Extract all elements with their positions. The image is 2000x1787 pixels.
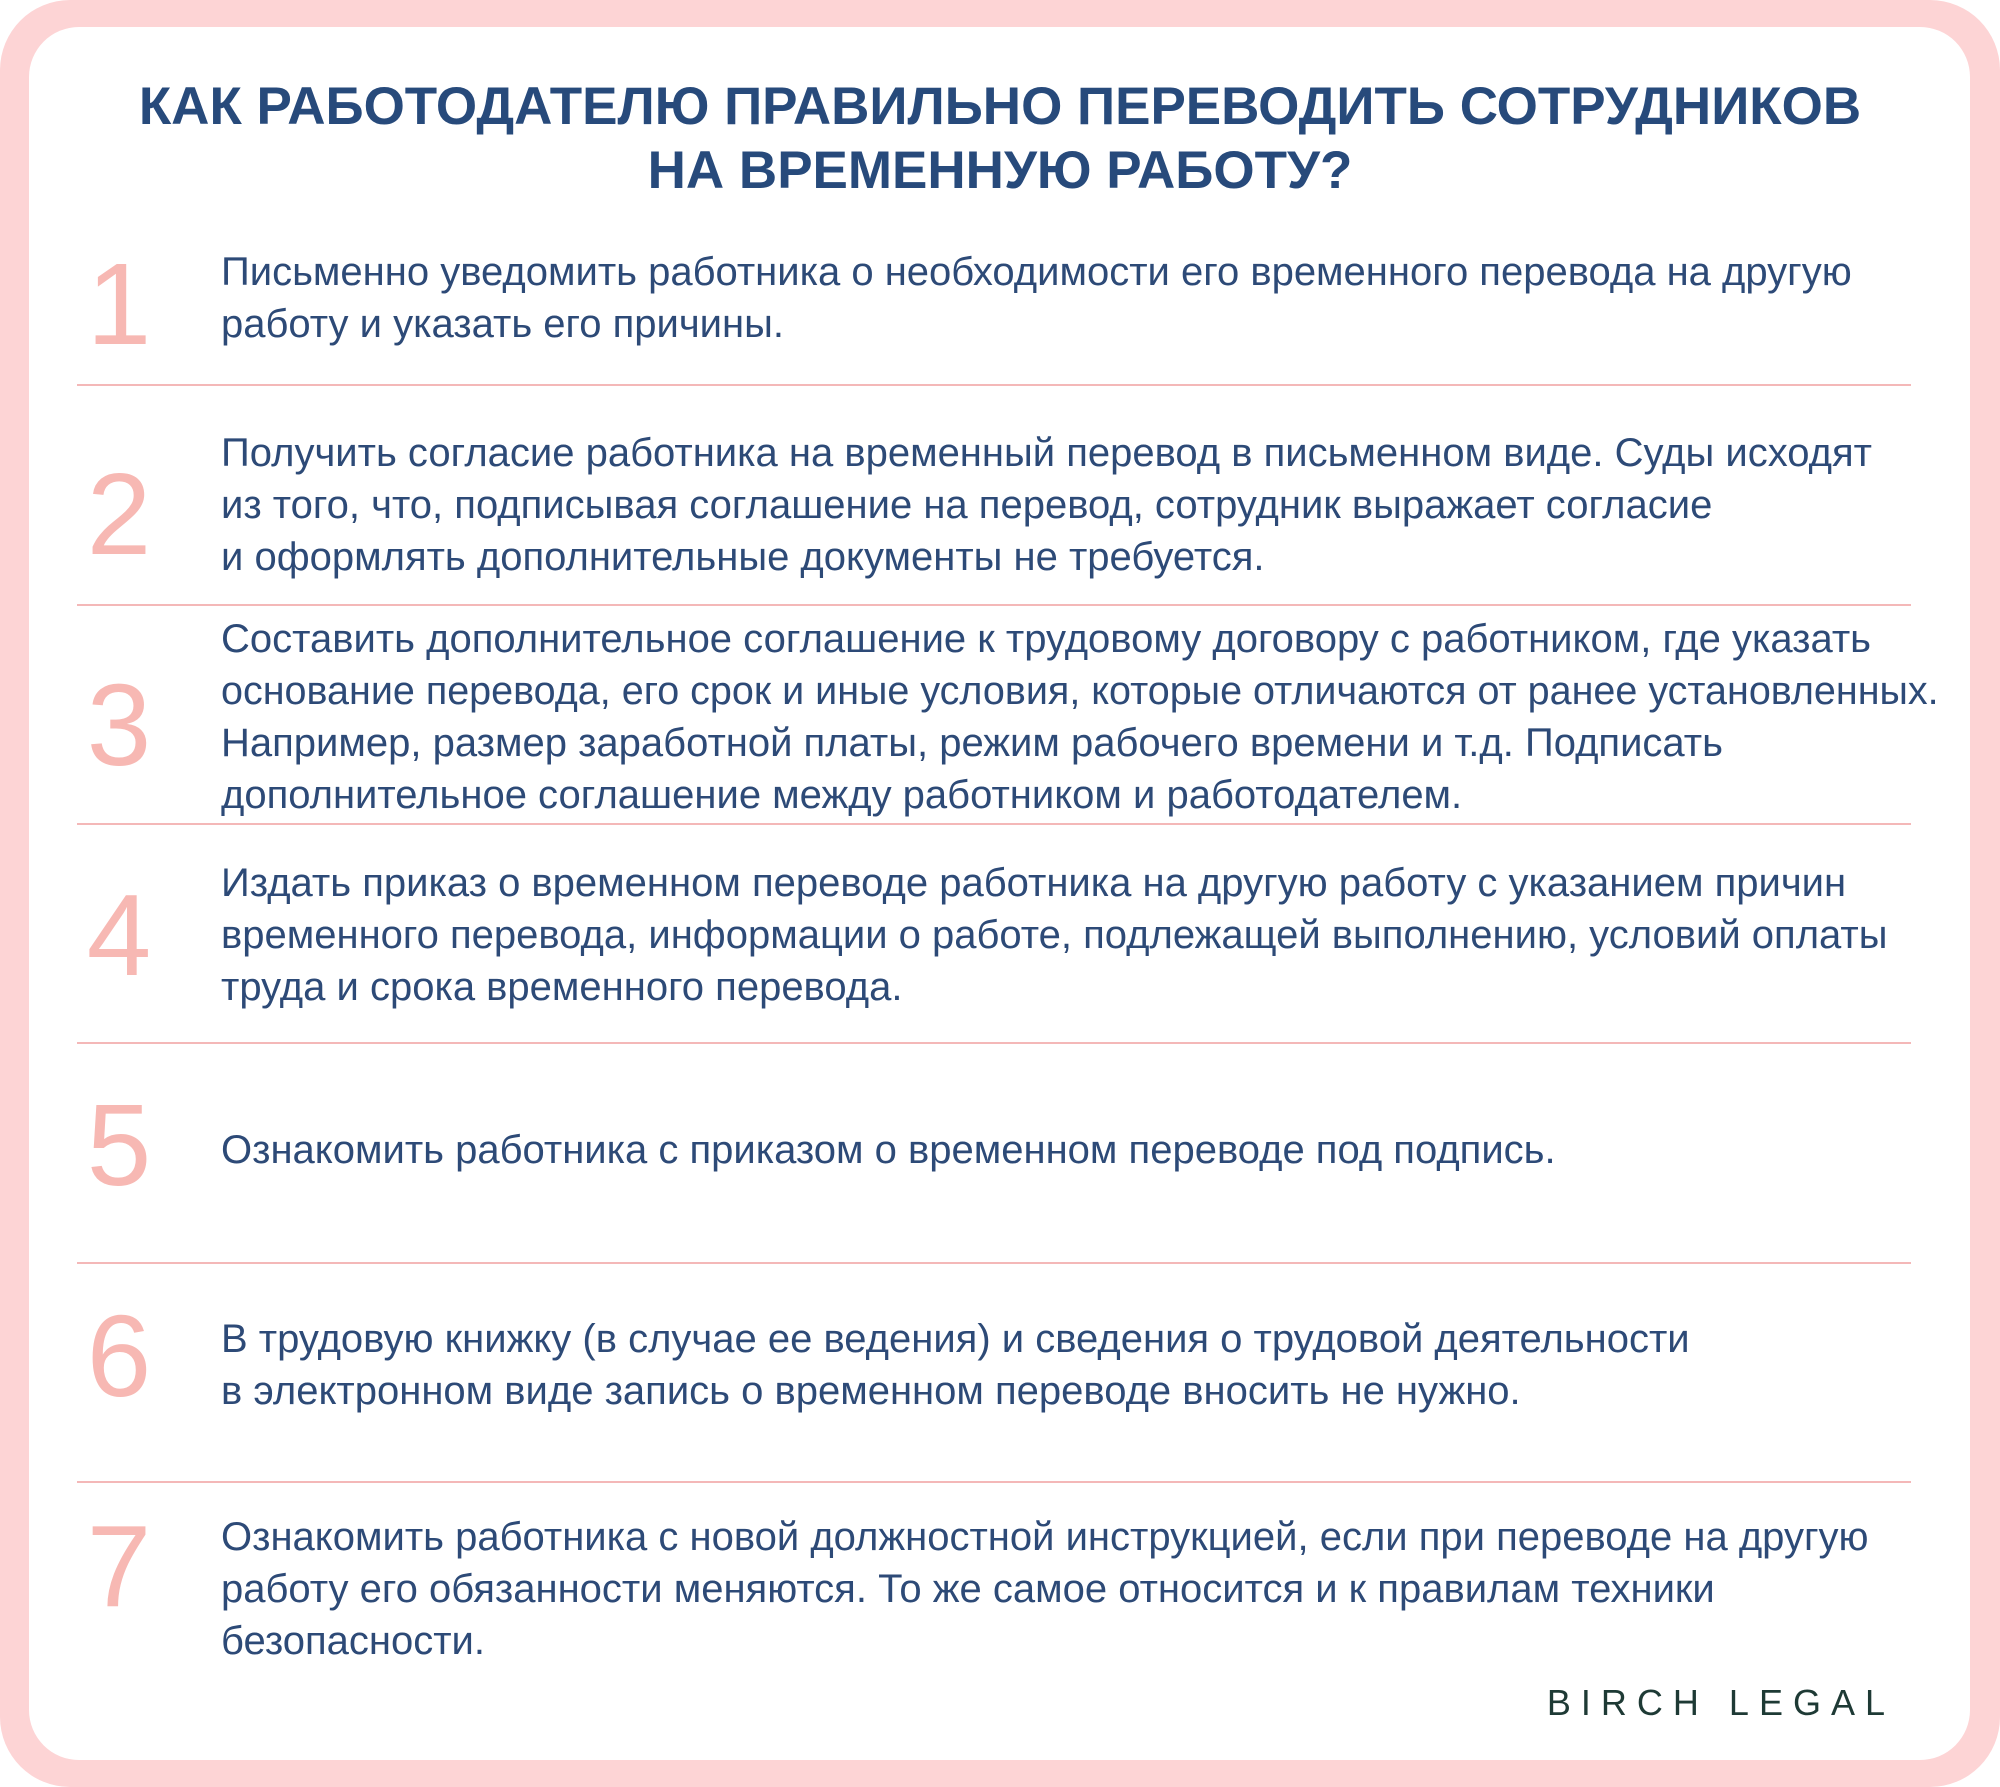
step-number: 2 — [86, 449, 152, 579]
step-text — [221, 427, 1956, 583]
step-text-line: в электронном виде запись о временном переводе вносить не нужно. — [221, 1369, 1521, 1413]
step-number: 7 — [86, 1501, 152, 1631]
step-text-line: Ознакомить работника с приказом о временном переводе под подпись. — [221, 1128, 1556, 1172]
title-line-2: НА ВРЕМЕННУЮ РАБОТУ? — [647, 141, 1353, 200]
divider — [77, 1042, 1911, 1044]
step-text-line: из того, что, подписывая соглашение на перевод, сотрудник выражает согласие — [221, 483, 1713, 527]
step-text-line: Получить согласие работника на временный перевод в письменном виде. Суды исходят — [221, 431, 1872, 475]
step-text-line: Составить дополнительное соглашение к трудовому договору с работником, где указать — [221, 617, 1871, 661]
step-text — [221, 1124, 1956, 1176]
step-text — [221, 246, 1956, 350]
divider — [77, 1262, 1911, 1264]
divider — [77, 604, 1911, 606]
step-text — [221, 1313, 1956, 1417]
step-text-line: работу и указать его причины. — [221, 302, 784, 346]
step-text — [221, 857, 1956, 1013]
step-text-line: Например, размер заработной платы, режим рабочего времени и т.д. Подписать — [221, 721, 1723, 765]
title-line-1: КАК РАБОТОДАТЕЛЮ ПРАВИЛЬНО ПЕРЕВОДИТЬ СОТРУДНИКОВ — [138, 77, 1862, 136]
divider — [77, 823, 1911, 825]
step-number: 5 — [86, 1080, 152, 1210]
step-text — [221, 613, 1956, 821]
step-text-line: работу его обязанности меняются. То же самое относится и к правилам техники — [221, 1567, 1715, 1611]
step-text-line: и оформлять дополнительные документы не требуется. — [221, 535, 1265, 579]
step-text-line: труда и срока временного перевода. — [221, 965, 903, 1009]
divider — [77, 1481, 1911, 1483]
step-text-line: В трудовую книжку (в случае ее ведения) и сведения о трудовой деятельности — [221, 1317, 1690, 1361]
step-number: 3 — [86, 660, 152, 790]
step-text-line: дополнительное соглашение между работником и работодателем. — [221, 773, 1463, 817]
step-text-line: основание перевода, его срок и иные условия, которые отличаются от ранее установленных. — [221, 669, 1939, 713]
brand-logo: BIRCH LEGAL — [1546, 1682, 1895, 1723]
step-text-line: Издать приказ о временном переводе работника на другую работу с указанием причин — [221, 861, 1847, 905]
step-text — [221, 1511, 1956, 1667]
step-text-line: временного перевода, информации о работе, подлежащей выполнению, условий оплаты — [221, 913, 1888, 957]
step-text-line: Ознакомить работника с новой должностной инструкцией, если при переводе на другую — [221, 1515, 1869, 1559]
step-text-line: безопасности. — [221, 1619, 485, 1663]
page-title — [50, 75, 1950, 203]
step-number: 4 — [86, 870, 152, 1000]
step-number: 1 — [86, 239, 152, 369]
step-text-line: Письменно уведомить работника о необходимости его временного перевода на другую — [221, 250, 1852, 294]
divider — [77, 384, 1911, 386]
step-number: 6 — [86, 1291, 152, 1421]
